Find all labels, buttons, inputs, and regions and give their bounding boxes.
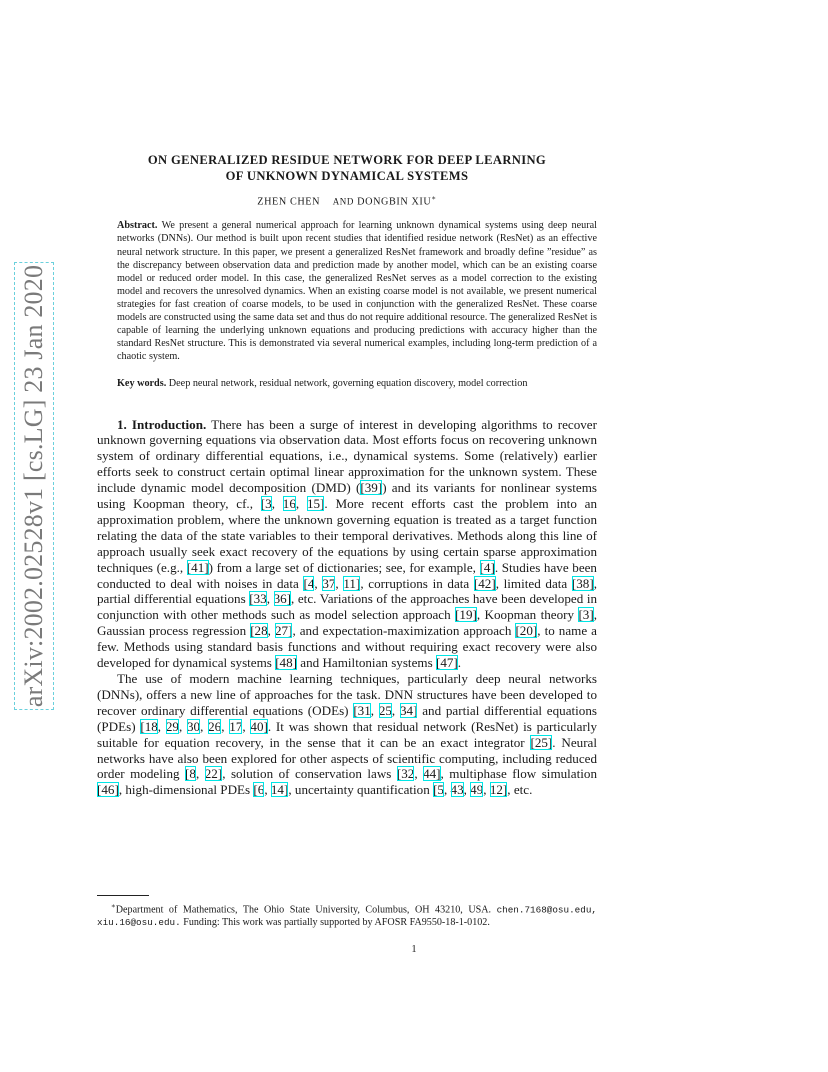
keywords: [97, 377, 597, 390]
citation-link[interactable]: 30: [186, 718, 201, 734]
paragraph-text: , uncertainty quantification: [288, 782, 434, 798]
paragraph-text: . Neural networks have also been explored for other aspects of scientific computing, including reduced order modeling: [97, 734, 598, 782]
paragraph-text: , etc. Variations of the approaches have been developed in conjunction with other methods such as model selection approach: [97, 591, 598, 623]
citation-link[interactable]: [18: [140, 718, 158, 734]
paragraph-text: . More recent efforts cast the problem into an approximation problem, where the unknown governing equation is treated as a target function relating the data of the state variables to their temporal derivatives. Methods along this line of approach usually seek exact recovery of the equations by using certain sparse approximation techniques (e.g.,: [97, 496, 598, 575]
paragraph-text: , solution of conservation laws: [222, 766, 397, 782]
introduction-section: [97, 417, 597, 799]
citation-link[interactable]: [47]: [435, 655, 458, 671]
citation-link[interactable]: [31: [353, 702, 371, 718]
paragraph-text: ,: [335, 575, 344, 591]
abstract: [97, 219, 597, 363]
paragraph-text: , corruptions in data: [360, 575, 474, 591]
paragraph-text: ,: [370, 702, 379, 718]
citation-link[interactable]: 11]: [343, 575, 361, 591]
paragraph-text: ,: [463, 782, 471, 798]
paragraph-text: ,: [391, 702, 400, 718]
keywords-text: Deep neural network, residual network, governing equation discovery, model correction: [168, 378, 528, 390]
citation-link[interactable]: [6: [253, 782, 265, 798]
citation-link[interactable]: 27]: [274, 623, 293, 639]
citation-link[interactable]: [3]: [578, 607, 594, 623]
citation-link[interactable]: 44]: [423, 766, 441, 782]
citation-link[interactable]: [48]: [275, 655, 298, 671]
paragraph-text: ,: [271, 496, 283, 512]
citation-link[interactable]: [39]: [360, 480, 383, 496]
paragraph-1-content: [97, 417, 597, 671]
citation-link[interactable]: [42]: [473, 575, 496, 591]
citation-link[interactable]: [38]: [571, 575, 594, 591]
paragraph-text: ,: [157, 718, 166, 734]
footnote-rule: [97, 895, 149, 896]
citation-link[interactable]: 25: [378, 702, 392, 718]
citation-link[interactable]: [20]: [515, 623, 538, 639]
paragraph-text: ,: [264, 782, 271, 798]
citation-link[interactable]: 36]: [273, 591, 292, 607]
section-heading: 1. Introduction.: [117, 416, 207, 432]
paragraph-text: ,: [443, 782, 451, 798]
paragraph-text: . Studies have been conducted to deal with noises in data: [97, 559, 597, 591]
paragraph-text: ,: [483, 782, 490, 798]
author-connector: AND: [332, 196, 354, 207]
citation-link[interactable]: 17: [229, 718, 243, 734]
citation-link[interactable]: 43: [450, 782, 464, 798]
paragraph-text: , Koopman theory: [476, 607, 579, 623]
paragraph-text: The use of modern machine learning techniques, particularly deep neural networks (DNNs), offers a new line of approaches for the task. DNN structures have been developed to recover ordinary differential equations (ODEs): [97, 671, 597, 718]
paper-page: [97, 148, 597, 798]
title-line-1: ON GENERALIZED RESIDUE NETWORK FOR DEEP LEARNING: [147, 153, 547, 167]
citation-link[interactable]: [41]: [186, 559, 209, 575]
footnote-affiliation: Department of Mathematics, The Ohio State University, Columbus, OH 43210, USA.: [115, 904, 492, 916]
paragraph-text: ,: [314, 575, 323, 591]
title-line-2: OF UNKNOWN DYNAMICAL SYSTEMS: [225, 169, 469, 183]
citation-link[interactable]: 12]: [489, 782, 508, 798]
citation-link[interactable]: 34]: [399, 702, 418, 718]
footnote: [97, 900, 597, 930]
paragraph-text: ,: [295, 496, 307, 512]
paragraph-text: ,: [221, 718, 230, 734]
abstract-label: Abstract.: [117, 220, 158, 232]
paragraph-text: ,: [242, 718, 251, 734]
paragraph-text: , partial differential equations: [97, 575, 597, 607]
citation-link[interactable]: [19]: [455, 607, 477, 623]
footnote-emails[interactable]: chen.7168@osu.edu, xiu.16@osu.edu.: [97, 904, 597, 929]
paragraph-text: ,: [178, 718, 187, 734]
citation-link[interactable]: [25]: [530, 734, 553, 750]
citation-link[interactable]: [5: [433, 782, 444, 798]
citation-link[interactable]: [4]: [479, 559, 495, 575]
paragraph-text: . It was shown that residual network (ResNet) is particularly suitable for equation recovery, in the sense that it can be an exact integrator: [97, 718, 597, 750]
author-2: DONGBIN XIU: [357, 196, 432, 208]
paragraph-text: ,: [414, 766, 424, 782]
arxiv-identifier: arXiv:2002.02528v1 [cs.LG] 23 Jan 2020: [19, 264, 48, 708]
citation-link[interactable]: [46]: [97, 782, 119, 798]
introduction-paragraph-1: [97, 417, 597, 672]
citation-link[interactable]: [8: [185, 766, 196, 782]
paragraph-text: and partial differential equations (PDEs): [97, 702, 597, 734]
citation-link[interactable]: 22]: [204, 766, 223, 782]
paragraph-text: ,: [266, 591, 274, 607]
paragraph-text: , to name a few. Methods using standard basis functions and without requiring exact recovery were also developed for dynamical systems: [97, 623, 597, 671]
paragraph-text: , high-dimensional PDEs: [118, 782, 254, 798]
citation-link[interactable]: [28: [250, 623, 268, 639]
page-number: 1: [411, 944, 417, 955]
citation-link[interactable]: 15]: [306, 496, 325, 512]
author-list: [97, 194, 597, 207]
paragraph-text: ,: [200, 718, 209, 734]
paragraph-text: , limited data: [495, 575, 572, 591]
citation-link[interactable]: 14]: [270, 782, 289, 798]
paragraph-text: .: [457, 655, 462, 671]
keywords-label: Key words.: [117, 378, 167, 390]
paragraph-text: , etc.: [507, 782, 533, 798]
abstract-text: We present a general numerical approach for learning unknown dynamical systems using deep neural networks (DNNs). Our method is built upon recent studies that identified residue network (ResNet) as an effective neural network structure. In this paper, we present a generalized ResNet framework and broadly define ”residue” as the discrepancy between observation data and prediction made by another model, which can be an existing coarse model or reduced order model. In this case, the generalized ResNet serves as a model correction to the existing model and recovers the unresolved dynamics. When an existing coarse model is not available, we present numerical strategies for fast creation of coarse models, to be used in conjunction with the generalized ResNet. These coarse models are constructed using the same data set and thus do not require additional resource. The generalized ResNet is capable of learning the underlying unknown equations and producing predictions with accuracy higher than the standard ResNet structure. This is demonstrated via several numerical examples, including long-term prediction of a chaotic system.: [117, 220, 597, 363]
paper-title: [97, 152, 597, 184]
introduction-paragraph-2: [97, 671, 597, 798]
citation-link[interactable]: [4: [303, 575, 315, 591]
paragraph-text: There has been a surge of interest in developing algorithms to recover unknown governing equations via observation data. Most efforts focus on recovering unknown system of ordinary differential equations, i.e., dynamical systems. Some (relatively) earlier efforts seek to construct certain optimal linear approximation for the unknown system. These include dynamic model decomposition (DMD) (: [97, 416, 597, 496]
paragraph-text: ) from a large set of dictionaries; see, for example,: [208, 559, 480, 575]
paragraph-text: ) and its variants for nonlinear systems using Koopman theory, cf.,: [97, 480, 597, 512]
footnote-funding: Funding: This work was partially supported by AFOSR FA9550-18-1-0102.: [183, 917, 490, 929]
citation-link[interactable]: [32: [396, 766, 415, 782]
citation-link[interactable]: 26: [208, 718, 222, 734]
footnote-mark: ∗: [111, 902, 116, 910]
citation-link[interactable]: 37: [322, 575, 336, 591]
author-1: ZHEN CHEN: [257, 196, 321, 208]
paragraph-text: ,: [267, 623, 275, 639]
author-footnote-mark: ∗: [431, 194, 437, 202]
citation-link[interactable]: 49: [470, 782, 484, 798]
citation-link[interactable]: 29: [165, 718, 179, 734]
paragraph-2-content: [97, 671, 597, 797]
citation-link[interactable]: 16: [282, 496, 296, 512]
citation-link[interactable]: 40]: [250, 718, 268, 734]
paragraph-text: , Gaussian process regression: [97, 607, 597, 639]
citation-link[interactable]: [3: [260, 496, 272, 512]
paragraph-text: , multiphase flow simulation: [440, 766, 597, 782]
paragraph-text: and Hamiltonian systems: [297, 655, 436, 671]
paragraph-text: ,: [195, 766, 205, 782]
citation-link[interactable]: [33: [249, 591, 267, 607]
paragraph-text: , and expectation-maximization approach: [292, 623, 516, 639]
